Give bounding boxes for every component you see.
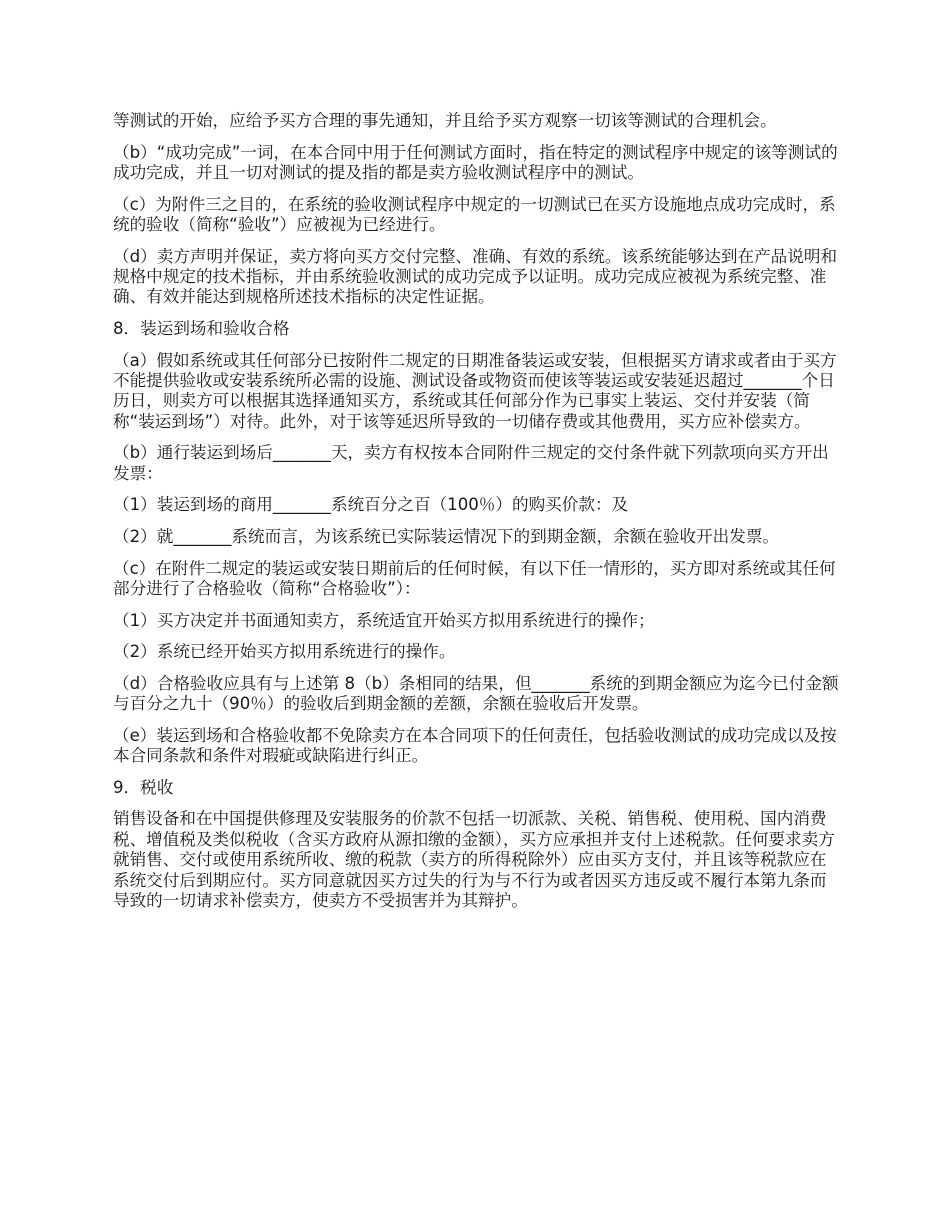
paragraph-successful-completion: （b）“成功完成”一词，在本合同中用于任何测试方面时，指在特定的测试程序中规定的该等测试的成功完成，并且一切对测试的提及指的都是卖方验收测试程序中的测试。	[113, 142, 838, 182]
paragraph-8c: （c）在附件二规定的装运或安装日期前后的任何时候，有以下任一情形的，买方即对系统或其任何部分进行了合格验收（简称“合格验收”）：	[113, 558, 836, 598]
paragraph-8c-2: （2）系统已经开始买方拟用系统进行的操作。	[113, 642, 456, 662]
paragraph-8d: （d）合格验收应具有与上述第 8（b）条相同的结果，但_______系统的到期金额应为迄今已付金额与百分之九十（90％）的验收后到期金额的差额，余额在验收后开发票。	[113, 673, 839, 714]
paragraph-8c-1: （1）买方决定并书面通知卖方，系统适宜开始买方拟用系统进行的操作；	[113, 610, 655, 630]
paragraph-8a: （a）假如系统或其任何部分已按附件二规定的日期准备装运或安装，但根据买方请求或者由于买方不能提供验收或安装系统所必需的设施、测试设备或物资而使该等装运或安装延迟超过_______个日历日，则卖方可以根据其选择通知买方，系统或其任何部分作为已事实上装运、交付并安装（简称“装运到场”）对待。此外，对于该等延迟所导致的一切储存费或其他费用，买方应补偿卖方。	[113, 350, 837, 431]
section-heading-8: 8．装运到场和验收合格	[113, 319, 290, 338]
document-page	[113, 111, 841, 923]
paragraph-8e: （e）装运到场和合格验收都不免除卖方在本合同项下的任何责任，包括验收测试的成功完成以及按本合同条款和条件对瑕疵或缺陷进行纠正。	[113, 725, 837, 766]
paragraph-9-tax: 销售设备和在中国提供修理及安装服务的价款不包括一切派款、关税、销售税、使用税、国内消费税、增值税及类似税收（含买方政府从源扣缴的金额），买方应承担并支付上述税款。任何要求卖方就销售、交付或使用系统所收、缴的税款（卖方的所得税除外）应由买方支付，并且该等税款应在系统交付后到期应付。买方同意就因买方过失的行为与不行为或者因买方违反或不履行本第九条而导致的一切请求补偿卖方，使卖方不受损害并为其辩护。	[113, 809, 835, 910]
paragraph-8b: （b）通行装运到场后_______天，卖方有权按本合同附件三规定的交付条件就下列款项向买方开出发票：	[113, 443, 829, 483]
paragraph-testing-notice: 等测试的开始，应给予买方合理的事先通知，并且给予买方观察一切该等测试的合理机会。	[113, 111, 777, 130]
paragraph-8b-1: （1）装运到场的商用_______系统百分之百（100％）的购买价款：及	[113, 495, 629, 515]
section-heading-9: 9．税收	[113, 777, 174, 797]
paragraph-8b-2: （2）就_______系统而言，为该系统已实际装运情况下的到期金额，余额在验收开出发票。	[113, 527, 780, 546]
paragraph-acceptance: （c）为附件三之目的，在系统的验收测试程序中规定的一切测试已在买方设施地点成功完成时，系统的验收（简称“验收”）应被视为已经进行。	[113, 194, 836, 234]
paragraph-seller-warranty: （d）卖方声明并保证，卖方将向买方交付完整、准确、有效的系统。该系统能够达到在产品说明和规格中规定的技术指标，并由系统验收测试的成功完成予以证明。成功完成应被视为系统完整、准确、有效并能达到规格所述技术指标的决定性证据。	[113, 246, 838, 307]
